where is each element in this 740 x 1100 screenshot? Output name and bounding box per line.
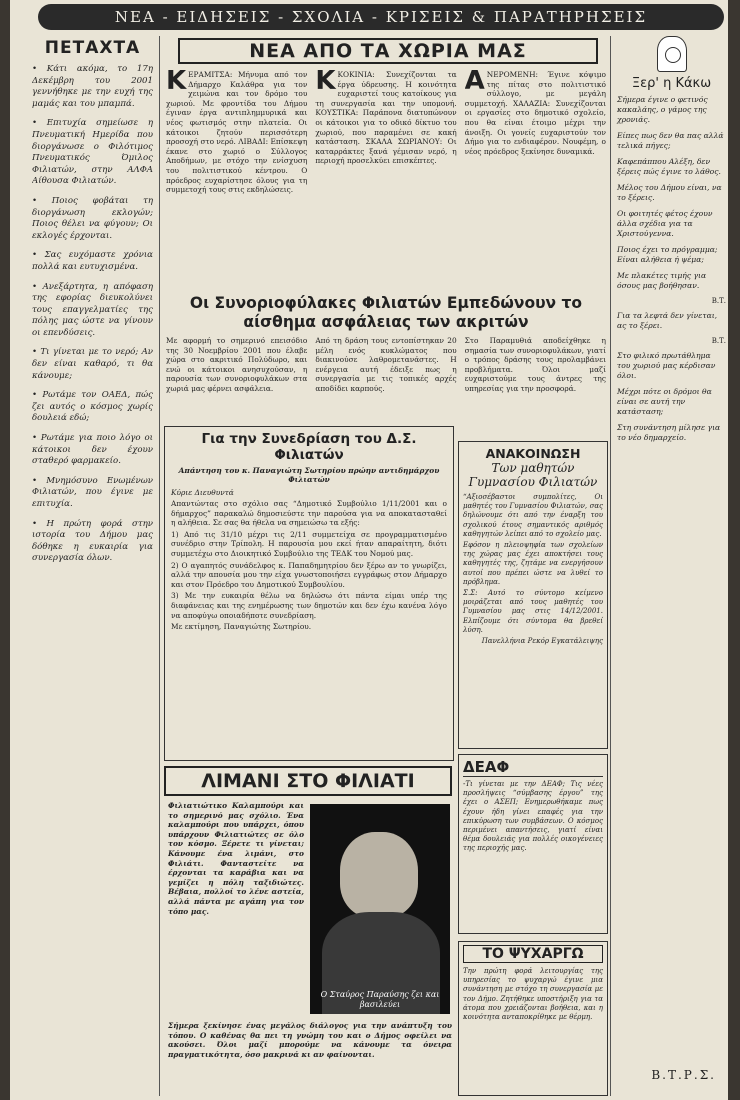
left-item: • Μνημόσυνο Ενωμένων Φιλιατών, που έγινε με επιτυχία. xyxy=(32,476,153,511)
letter-paragraph: 3) Με την ευκαιρία θέλω να δηλώσω ότι πάντα είμαι υπέρ της διαφάνειας και της ενημέρωσης των δημοτών και δεν έχω κανένα λόγο να αποφύγω οποιαδήποτε συνεδρίαση. xyxy=(171,591,447,620)
deaf-text: -Τι γίνεται με την ΔΕΑΦ; Τις νέες προσλήψεις “σύμβασης έργου” της έχει ο ΑΣΕΠ; Ενημερωθήκαμε πως έχουν ήδη γίνει επαφές για την επικύρωση των συμβάσεων. Ο κόσμος περιμένει απαντήσεις, γιατί είναι θέμα δουλειάς για πολλές οικογένειες της περιοχής μας. xyxy=(463,780,603,853)
villages-text: ΚΟΚΙΝΙΑ: Συνεχίζονται τα έργα ύδρευσης. Η κοινότητα ευχαριστεί τους κατοίκους για τη συνεργασία και την υπομονή. ΚΟΥΣΤΙΚΑ: Παράπονα διατυπώνουν οι κάτοικοι για το οδικό δίκτυο του χωριού, που παραμένει σε κακή κατάσταση. ΣΚΑΛΑ ΣΩΡΙΑΝΟΥ: Οι καταρράκτες ξανά γέμισαν νερό, η περιοχή προσελκύει επισκέπτες. xyxy=(315,70,457,166)
left-item: • Ποιος φοβάται τη διοργάνωση εκλογών; Ποιος θέλει να φύγουν; Οι εκλογές έρχονται. xyxy=(32,196,153,242)
right-item: Ποιος έχει το πρόγραμμα; Είναι αλήθεια ή ψέμα; xyxy=(617,245,718,264)
right-item: Μέχρι πότε οι δρόμοι θα είναι σε αυτή την κατάσταση; xyxy=(617,387,712,416)
letter-paragraph: 2) Ο αγαπητός συνάδελφος κ. Παπαδημητρίου δεν ξέρω αν το γνωρίζει, αλλά την απουσία μου την είχα γνωστοποιήσει εγγράφως στον Δήμαρχο και στον Πρόεδρο του Δημοτικού Συμβουλίου. xyxy=(171,560,447,589)
announcement-box xyxy=(458,441,608,749)
villages-text: ΕΡΑΜΙΤΣΑ: Μήνυμα από τον Δήμαρχο Καλάθρα για τον χειμώνα και τον δρόμο του χωριού. Με φροντίδα του Δήμου έγιναν έργα αντιπλημμυρικά και νέος φωτισμός στην πλατεία. Οι κάτοικοι ζητούν περισσότερη προσοχή στο νερό. ΛΙΒΑΔΙ: Επίσκεψη έκανε στο χωριό ο Σύλλογος Αποδήμων, με στόχο την ενίσχυση του πολιτιστικού κέντρου. Ο πρόεδρος ευχαρίστησε όλους για τη συμμετοχή τους στις εκδηλώσεις. xyxy=(166,70,308,195)
letter-byline: Απάντηση του κ. Παναγιώτη Σωτηρίου πρώην αντιδημάρχου Φιλιατών xyxy=(178,466,440,484)
right-column-kako xyxy=(610,36,726,1096)
left-item: • Επιτυχία σημείωσε η Πνευματική Ημερίδα που διοργάνωσε ο Φιλότιμος Πνευματικός Όμιλος Φιλιατών, στην ΑΛΦΑ Αίθουσα Φιλιατών. xyxy=(32,118,153,188)
announcement-title: ΑΝΑΚΟΙΝΩΣΗ xyxy=(485,446,581,461)
letter-paragraph: Με εκτίμηση, Παναγιώτης Σωτηρίου. xyxy=(171,622,312,632)
portrait-head xyxy=(340,832,418,918)
left-item: • Η πρώτη φορά στην ιστορία του Δήμου μας δόθηκε η ευκαιρία για συνεργασία όλων. xyxy=(32,519,153,565)
harbor-text: Φιλιατιώτικο Καλαμπούρι και το σημερινό μας σχόλιο. Ένα καλαμπούρι που υπάρχει, όπου υπάρχουν Φιλιατιώτες σε όλο τον κόσμο. Ξέρετε τι γίνεται; Κάνουμε ένα λιμάνι, στο Φιλιάτι. Φανταστείτε να έρχονται τα καράβια και να γεμίζει η πόλη ταξιδιώτες. Βέβαια, πολλοί το λένε αστεία, αλλά πάντα με αγάπη για τον τόπο μας. xyxy=(168,801,304,916)
portrait-photo xyxy=(310,804,450,1014)
right-item: Οι φοιτητές φέτος έχουν άλλα σχέδια για τα Χριστούγεννα. xyxy=(617,209,713,238)
villages-col-1 xyxy=(166,70,307,292)
harbor-headline: ΛΙΜΑΝΙ ΣΤΟ ΦΙΛΙΑΤΙ xyxy=(164,766,452,796)
harbor-bottom-text: Σήμερα ξεκίνησε ένας μεγάλος διάλογος για την ανάπτυξη του τόπου. Ο καθένας θα πει τη γνώμη του και ο Δήμος οφείλει να ακούσει. Όλοι μαζί μπορούμε να κάνουμε τα όνειρα πραγματικότητα, όσο μακρινά κι αν φαίνονται. xyxy=(168,1021,452,1059)
letter-salutation: Κύριε Διευθυντά xyxy=(171,488,234,497)
left-item: • Σας ευχόμαστε χρόνια πολλά και ευτυχισμένα. xyxy=(32,250,153,273)
letter-paragraph: Απαντώντας στο σχόλιο σας “Δημοτικό Συμβούλιο 1/11/2001 και ο δήμαρχος” παρακαλώ δημοσιεύστε την παρούσα για να αποκατασταθεί η αλήθεια. Σε σας θα ήθελα να σημειώσω τα εξής: xyxy=(171,499,447,528)
right-item: Καφεπάππου Αλέξη, δεν ξέρεις πώς έγινε το λάθος. xyxy=(617,157,721,176)
announcement-paragraph: “Αξιοσέβαστοι συμπολίτες, Οι μαθητές του Γυμνασίου Φιλιατών, σας δηλώνουμε ότι από την έναρξη του σχολικού έτους σημαντικός αριθμός καθηγητών λείπει από το σχολείο μας. xyxy=(463,493,603,538)
right-item: Μέλος του Δήμου είναι, να το ξέρεις. xyxy=(617,183,722,202)
border-col-2: Από τη δράση τους εντοπίστηκαν 20 μέλη ενός κυκλώματος που διακινούσε λαθρομετανάστες. Η ενέργεια αυτή έδειξε πως η συνεργασία με τις τοπικές αρχές αποδίδει καρπούς. xyxy=(315,336,457,393)
footer-mark: Β.Τ.Ρ.Σ. xyxy=(651,1068,716,1082)
psyxargo-box xyxy=(458,941,608,1096)
section-band: ΝΕΑ - ΕΙΔΗΣΕΙΣ - ΣΧΟΛΙΑ - ΚΡΙΣΕΙΣ & ΠΑΡΑΤΗΡΗΣΕΙΣ xyxy=(38,4,724,30)
announcement-paragraph: Σ.Σ: Αυτό το σύντομο κείμενο μοιράζεται από τους μαθητές του Γυμνασίου μας στις 14/12/2001. Ελπίζουμε ότι σύντομα θα βρεθεί λύση. xyxy=(463,589,603,634)
newspaper-page xyxy=(10,0,728,1100)
psyxargo-title: ΤΟ ΨΥΧΑΡΓΩ xyxy=(463,945,603,963)
psyxargo-text: Την πρώτη φορά λειτουργίας της υπηρεσίας το ψυχαργώ έγινε μια συνάντηση με στόχο τη συνεργασία με τον Δήμο. Ζητήθηκε υποστήριξη για τα άτομα που χρειάζονται βοήθεια, και η κοινότητα ανταποκρίθηκε με θέρμη. xyxy=(463,967,603,1022)
left-column-petakta xyxy=(32,36,160,1096)
villages-headline: ΝΕΑ ΑΠΟ ΤΑ ΧΩΡΙΑ ΜΑΣ xyxy=(178,38,598,64)
dropcap: Κ xyxy=(315,70,336,96)
villages-text: ΝΕΡΟΜΕΝΗ: Έγινε κόψιμο της πίτας στο πολιτιστικό σύλλογο, με μεγάλη συμμετοχή. ΧΑΛΑΖΙΑ: Συνεχίζονται οι εργασίες στο δημοτικό σχολείο, που θα είναι έτοιμο μέχρι την άνοιξη. Οι γονείς ευχαριστούν τον Δήμο για το ενδιαφέρον. Νουφέμη, ο νέος πρόεδρος ξεκίνησε δυναμικά. xyxy=(464,70,606,156)
main-column xyxy=(164,36,608,1096)
border-col-3: Στο Παραμυθιά αποδείχθηκε η σημασία των συνοριοφυλάκων, γιατί ο τρόπος δράσης τους προλαμβάνει προβλήματα. Όλοι μαζί ευχαριστούμε τους άντρες της υπηρεσίας για την προσφορά. xyxy=(464,336,606,393)
letter-paragraph: 1) Από τις 31/10 μέχρι τις 2/11 συμμετείχα σε προγραμματισμένο συνέδριο στην Τρίπολη. Η παρουσία μου εκεί ήταν απαραίτητη, διότι συμμετέχω στο Διοικητικό Συμβούλιο της ΤΕΔΚ του Νομού μας. xyxy=(171,529,447,558)
right-column-title: Ξερ' η Κάκω xyxy=(631,76,712,91)
left-item: • Ανεξάρτητα, η απόφαση της εφορίας διευκολύνει τους επαγγελματίες της πόλης μας ώστε να γίνουν οι επενδύσεις. xyxy=(32,282,153,340)
left-item: • Κάτι ακόμα, το 17η Δεκέμβρη του 2001 γεννήθηκε με την ευχή της μαμάς και του μπαμπά. xyxy=(32,64,153,110)
right-item: Σήμερα έγινε ο φετινός κακαλάης, ο γάμος της χρονιάς. xyxy=(617,95,708,124)
right-item: Με πλακέτες τιμής για όσους μας βοήθησαν. xyxy=(617,271,707,290)
left-item: • Τι γίνεται με το νερό; Αν δεν είναι καθαρό, τι θα κάνουμε; xyxy=(32,347,153,382)
right-item: Στο φιλικό πρωτάθλημα του χωριού μας κέρδισαν όλοι. xyxy=(617,351,716,380)
deaf-box xyxy=(458,754,608,934)
letter-title: Για την Συνεδρίαση του Δ.Σ. Φιλιατών xyxy=(201,431,417,463)
right-item: Είπες πως δεν θα πας αλλά τελικά πήγες; xyxy=(617,131,724,150)
villages-col-3 xyxy=(465,70,606,292)
right-item: Στη συνάντηση μίλησε για το νέο δημαρχείο. xyxy=(617,423,721,442)
right-signature: Β.Τ. xyxy=(711,297,726,305)
right-item: Για τα λεφτά δεν γίνεται, ας το ξέρει. xyxy=(617,311,718,330)
kako-portrait-icon xyxy=(657,36,687,72)
left-column-title: ΠΕΤΑΧΤΑ xyxy=(44,38,141,58)
announcement-paragraph: Εφόσον η πλειοψηφία των σχολείων της χώρας μας έχει αποκτήσει τους καθηγητές της, ζητάμε να ενεργήσουν αυτοί που πρέπει ώστε να λυθεί το πρόβλημα. xyxy=(463,541,603,586)
villages-col-2 xyxy=(315,70,456,292)
photo-caption: Ο Σταύρος Παραύσης ζει και βασιλεύει xyxy=(320,990,440,1009)
left-item: • Ρωτάμε τον ΟΑΕΔ, πώς ζει αυτός ο κόσμος χωρίς δουλειά εδώ; xyxy=(32,390,153,425)
dropcap: Κ xyxy=(166,70,187,96)
border-guards-headline: Οι Συνοριοφύλακες Φιλιατών Εμπεδώνουν το αίσθημα ασφάλειας των ακριτών xyxy=(189,294,583,331)
villages-article xyxy=(166,70,606,292)
dropcap: Α xyxy=(464,70,485,96)
council-letter-box xyxy=(164,426,454,761)
announcement-sign: Πανελλήνια Ρεκόρ Εγκατάλειψης xyxy=(481,637,603,646)
right-signature: Β.Τ. xyxy=(711,337,726,345)
left-item: • Ρωτάμε για ποιο λόγο οι κάτοικοι δεν έχουν σταθερό φαρμακείο. xyxy=(32,433,153,468)
deaf-title: ΔΕΑΦ xyxy=(463,758,603,777)
announcement-subtitle: Των μαθητών Γυμνασίου Φιλιατών xyxy=(468,461,598,489)
border-col-1: Με αφορμή το σημερινό επεισόδιο της 30 Νοεμβρίου 2001 που έλαβε χώρα στο ακριτικό Πολύδωρο, και ενώ οι κάτοικοι ανησυχούσαν, η παρουσία των συνοριοφυλάκων στα χωριά μας φέρνει ασφάλεια. xyxy=(166,336,308,393)
border-guards-article xyxy=(166,336,606,418)
